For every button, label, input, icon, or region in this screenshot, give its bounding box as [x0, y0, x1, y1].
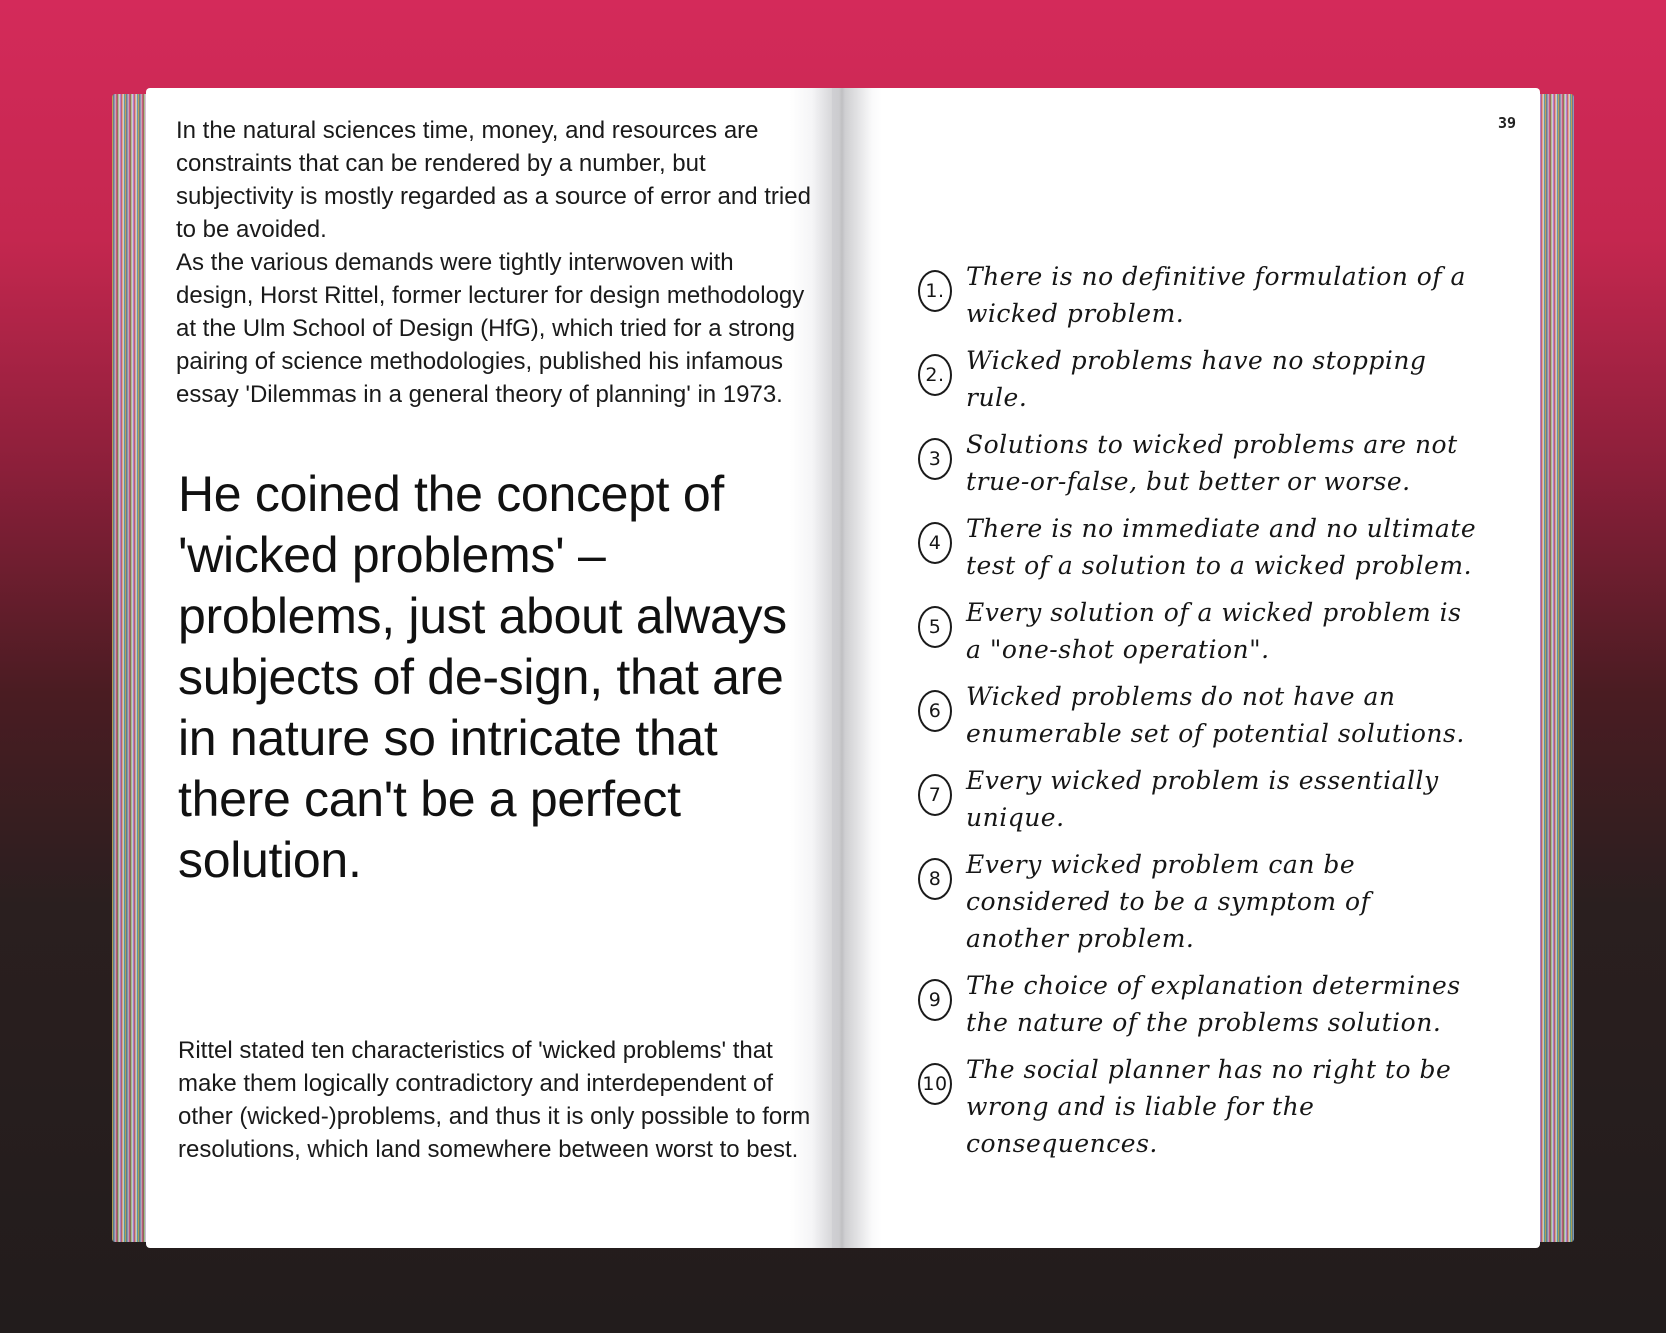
circled-number: 10	[918, 1063, 952, 1105]
circled-number: 1.	[918, 270, 952, 312]
list-item	[918, 846, 1478, 957]
list-item-text: The social planner has no right to be wrong and is liable for the consequences.	[966, 1055, 1452, 1158]
list-item	[918, 678, 1478, 752]
list-item-text: Wicked problems have no stopping rule.	[966, 346, 1427, 412]
handwritten-list	[918, 258, 1478, 1172]
list-item-text: The choice of explanation determines the nature of the problems solution.	[966, 971, 1461, 1037]
page-number: 39	[1497, 114, 1516, 132]
list-item	[918, 762, 1478, 836]
book-gutter	[812, 88, 872, 1248]
list-item	[918, 426, 1478, 500]
list-item	[918, 967, 1478, 1041]
list-item-text: Every wicked problem is essentially unique.	[966, 766, 1439, 832]
circled-number: 5	[918, 606, 952, 648]
circled-number: 6	[918, 690, 952, 732]
intro-paragraph-1: In the natural sciences time, money, and resources are constraints that can be rendered by a number, but subjectivity is mostly regarded as a source of error and tried to be avoided.	[176, 117, 811, 243]
list-item-text: Every wicked problem can be considered to be a symptom of another problem.	[966, 850, 1371, 953]
circled-number: 4	[918, 522, 952, 564]
list-item-text: Wicked problems do not have an enumerable set of potential solutions.	[966, 682, 1465, 748]
circled-number: 9	[918, 979, 952, 1021]
open-book	[112, 88, 1574, 1248]
list-item	[918, 594, 1478, 668]
intro-paragraph-2: As the various demands were tightly interwoven with design, Horst Rittel, former lecturer for design methodology at the Ulm School of Design (HfG), which tried for a strong pairing of science methodologies, published his infamous essay 'Dilemmas in a general theory of planning' in 1973.	[176, 249, 805, 408]
circled-number: 8	[918, 858, 952, 900]
intro-text	[176, 114, 816, 411]
list-item-text: There is no definitive formulation of a wicked problem.	[966, 262, 1466, 328]
outro-paragraph: Rittel stated ten characteristics of 'wicked problems' that make them logically contradictory and interdependent of other (wicked-)problems, and thus it is only possible to form resolutions, which land somewhere between worst to best.	[178, 1037, 811, 1163]
circled-number: 7	[918, 774, 952, 816]
list-item-text: There is no immediate and no ultimate test of a solution to a wicked problem.	[966, 514, 1477, 580]
circled-number: 3	[918, 438, 952, 480]
list-item	[918, 1051, 1478, 1162]
list-item-text: Solutions to wicked problems are not true-or-false, but better or worse.	[966, 430, 1458, 496]
circled-number: 2.	[918, 354, 952, 396]
pull-quote: He coined the concept of 'wicked problems' – problems, just about always subjects of de-sign, that are in nature so intricate that there can't be a perfect solution.	[178, 466, 787, 888]
list-item	[918, 258, 1478, 332]
list-item	[918, 342, 1478, 416]
list-item-text: Every solution of a wicked problem is a "one-shot operation".	[966, 598, 1462, 664]
list-item	[918, 510, 1478, 584]
